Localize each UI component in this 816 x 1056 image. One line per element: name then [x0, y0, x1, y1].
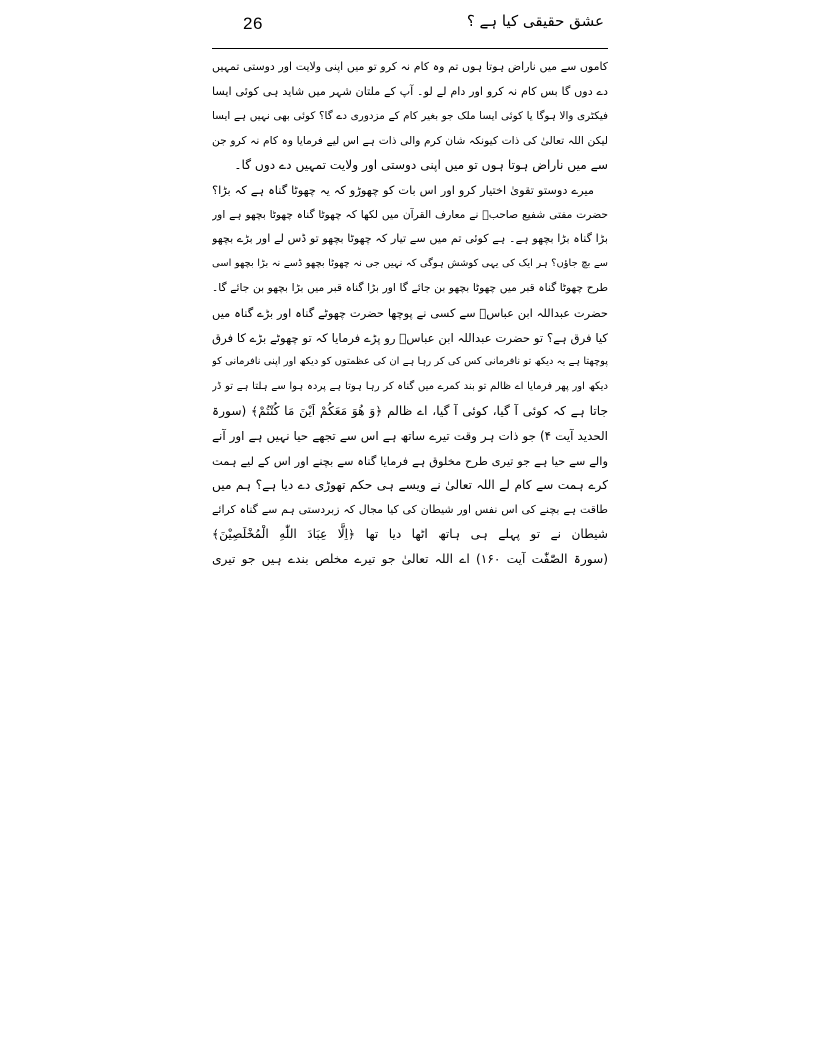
text-line: پوچھتا ہے یہ دیکھ تو نافرمانی کس کی کر رہا ہے ان کی عظمتوں کو دیکھ اور اپنی نافرمانی کو [212, 356, 608, 368]
text-line: جاتا ہے کہ کوئی آ گیا، کوئی آ گیا، اے ظالم ﴿وَ هُوَ مَعَكُمْ اَيْنَ مَا كُنْتُمْ﴾ (سورۃ [212, 404, 608, 419]
text-line: میرے دوستو تقویٰ اختیار کرو اور اس بات کو چھوڑو کہ یہ چھوٹا گناہ ہے کہ بڑا؟ [212, 182, 594, 197]
text-line: بڑا گناہ بڑا بچھو ہے۔ ہے کوئی تم میں سے تیار کہ چھوٹا بچھو تو ڈس لے اور بڑے بچھو [212, 232, 608, 246]
text-line: فیکٹری والا ہوگا یا کوئی ایسا ملک جو بغیر کام کے مزدوری دے گا؟ کوئی بھی نہیں ہے ایسا [212, 110, 608, 123]
text-line: والے سے حیا ہے جو تیری طرح مخلوق ہے فرمایا گناہ سے بچنے اور اس کے لیے ہمت [212, 453, 608, 468]
text-line: شیطان نے تو پہلے ہی ہاتھ اٹھا دیا تھا ﴿اِلَّا عِبَادَ اللّٰهِ الْمُخْلَصِيْنَ﴾ [212, 527, 608, 542]
text-line: کیا فرق ہے؟ تو حضرت عبداللہ ابن عباسؓ رو پڑے فرمایا کہ تو چھوٹے بڑے کا فرق [212, 330, 608, 345]
text-line: کاموں سے میں ناراض ہوتا ہوں تم وہ کام نہ کرو تو میں اپنی ولایت اور دوستی تمہیں [212, 60, 608, 73]
body-text [212, 55, 608, 571]
text-line: کرے ہمت سے کام لے اللہ تعالیٰ نے ویسے ہی حکم تھوڑی دے دیا ہے؟ ہم میں [212, 478, 608, 493]
text-line: طرح چھوٹا گناہ قبر میں چھوٹا بچھو بن جائے گا اور بڑا گناہ قبر میں بڑا بچھو بن جائے گا۔ [212, 281, 608, 295]
page-header [212, 8, 608, 42]
running-title: عشق حقیقی کیا ہے ؟ [466, 12, 604, 30]
text-line: حضرت مفتی شفیع صاحبؒ نے معارف القرآن میں لکھا کہ چھوٹا گناہ چھوٹا بچھو ہے اور [212, 207, 608, 221]
text-line: حضرت عبداللہ ابن عباسؓ سے کسی نے پوچھا حضرت چھوٹے گناہ اور بڑے گناہ میں [212, 305, 608, 320]
text-line: الحدید آیت ۴) جو ذات ہر وقت تیرے ساتھ ہے اس سے تجھے حیا نہیں ہے اور آنے [212, 428, 608, 443]
text-line: لیکن اللہ تعالیٰ کی ذات کیونکہ شان کرم والی ذات ہے اس لیے فرمایا وہ کام نہ کرو جن [212, 133, 608, 147]
text-line: دے دوں گا بس کام نہ کرو اور دام لے لو۔ آپ کے ملتان شہر میں شاید ہی کوئی ایسا [212, 84, 608, 98]
text-line: سے میں ناراض ہوتا ہوں تو میں اپنی دوستی اور ولایت تمہیں دے دوں گا۔ [234, 158, 608, 173]
text-line: سے بچ جاؤں؟ ہر ایک کی یہی کوشش ہوگی کہ نہیں جی نہ چھوٹا بچھو ڈسے نہ بڑا بچھو اسی [212, 257, 608, 269]
page-number: 26 [243, 14, 263, 33]
text-line: دیکھ اور پھر فرمایا اے ظالم تو بند کمرے میں گناہ کر رہا ہوتا ہے پردہ ہوا سے ہلتا ہے تو ڈر [212, 380, 608, 392]
header-rule [212, 48, 608, 49]
text-line: طاقت ہے بچنے کی اس نفس اور شیطان کی کیا مجال کہ زبردستی ہم سے گناہ کرائے [212, 502, 608, 516]
document-page [212, 8, 608, 708]
text-line: (سورۃ الصّٰفّٰت آیت ۱۶۰) اے اللہ تعالیٰ جو تیرے مخلص بندے ہیں جو تیری [212, 551, 608, 566]
